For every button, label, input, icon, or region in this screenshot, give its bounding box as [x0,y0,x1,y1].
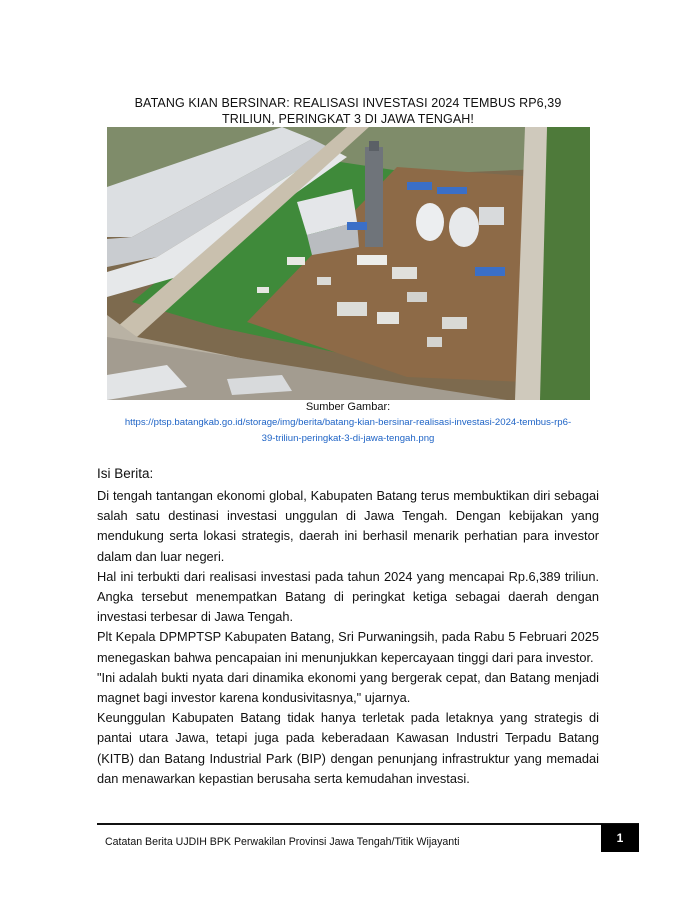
aerial-industrial-photo [107,127,590,400]
page-number: 1 [601,824,639,852]
article-title-line-2: TRILIUN, PERINGKAT 3 DI JAWA TENGAH! [221,112,475,126]
body-paragraph: Keunggulan Kabupaten Batang tidak hanya terletak pada letaknya yang strategis di pantai utara Jawa, tetapi juga pada keberadaan Kawasan Industri Terpadu Batang (KITB) dan Batang Industrial Park (BIP) dengan penunjang infrastruktur yang memadai dan menawarkan kepastian berusaha serta kemudahan investasi. [97,710,599,786]
body-paragraph: Plt Kepala DPMPTSP Kabupaten Batang, Sri Purwaningsih, pada Rabu 5 Februari 2025 menegaskan bahwa pencapaian ini menunjukkan kepercayaan tinggi dari para investor. [97,629,599,665]
image-source-label: Sumber Gambar: [305,401,391,413]
footer-divider [97,823,639,825]
article-title-line-1: BATANG KIAN BERSINAR: REALISASI INVESTASI 2024 TEMBUS RP6,39 [134,96,562,110]
footer-text: Catatan Berita UJDIH BPK Perwakilan Provinsi Jawa Tengah/Titik Wijayanti [105,836,460,848]
body-paragraph: Hal ini terbukti dari realisasi investasi pada tahun 2024 yang mencapai Rp.6,389 triliun. Angka tersebut menempatkan Batang di peringkat ketiga sebagai daerah dengan investasi terbesar di Jawa Tengah. [97,568,599,625]
image-source-link[interactable] [100,415,596,447]
image-source-url-line-1[interactable]: https://ptsp.batangkab.go.id/storage/img/berita/batang-kian-bersinar-realisasi-investasi-2024-tembus-rp6- [124,417,572,428]
body-paragraph: Di tengah tantangan ekonomi global, Kabupaten Batang terus membuktikan diri sebagai salah satu destinasi investasi unggulan di Jawa Tengah. Dengan kebijakan yang mendukung serta lokasi strategis, daerah ini berhasil menarik perhatian para investor dalam dan luar negeri. [97,488,599,564]
article-title [96,95,600,127]
image-source-url-line-2[interactable]: 39-triliun-peringkat-3-di-jawa-tengah.png [261,433,435,444]
body-paragraph: "Ini adalah bukti nyata dari dinamika ekonomi yang bergerak cepat, dan Batang menjadi magnet bagi investor karena kondusivitasnya," ujarnya. [97,669,599,706]
article-body [97,486,599,789]
section-heading: Isi Berita: [97,466,154,481]
